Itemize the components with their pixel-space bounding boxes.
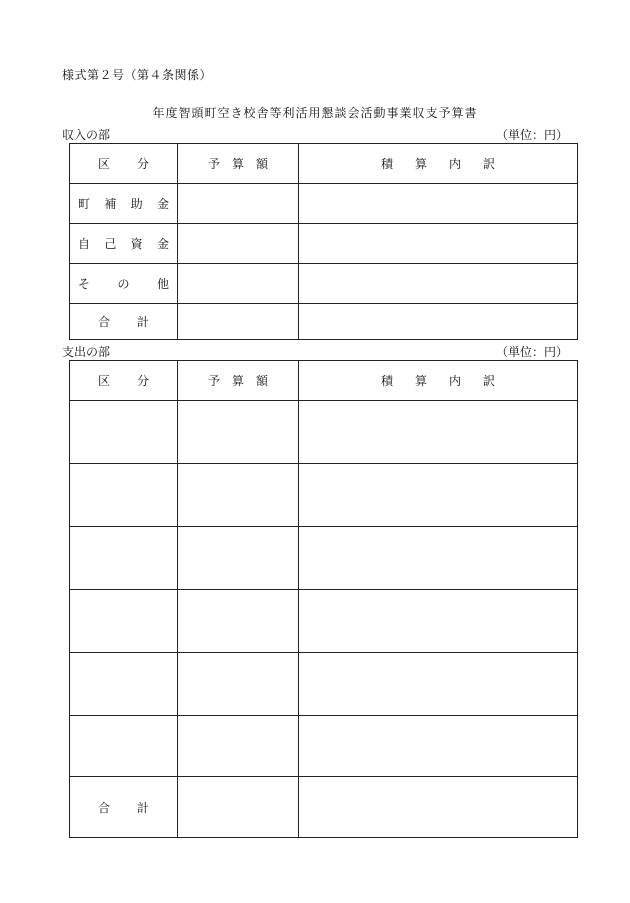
expense-category-cell[interactable] xyxy=(70,464,178,527)
income-category-cell xyxy=(70,184,178,224)
expense-header-row xyxy=(70,361,578,401)
expense-amount-cell[interactable] xyxy=(178,590,299,653)
expense-header-amount-text xyxy=(178,372,298,389)
expense-breakdown-cell[interactable] xyxy=(299,464,578,527)
label-char: 金 xyxy=(156,237,169,251)
income-breakdown-cell[interactable] xyxy=(299,224,578,264)
expense-row xyxy=(70,716,578,777)
income-category-text xyxy=(70,275,177,292)
expense-breakdown-cell[interactable] xyxy=(299,716,578,777)
expense-breakdown-cell[interactable] xyxy=(299,590,578,653)
expense-total-row xyxy=(70,777,578,838)
income-category-cell xyxy=(70,264,178,304)
income-amount-cell[interactable] xyxy=(178,184,299,224)
label-char: の xyxy=(117,277,130,291)
expense-amount-cell[interactable] xyxy=(178,653,299,716)
income-unit-label: （単位：円） xyxy=(495,128,568,142)
expense-breakdown-cell[interactable] xyxy=(299,401,578,464)
income-breakdown-cell[interactable] xyxy=(299,264,578,304)
income-header-breakdown-text xyxy=(299,155,577,172)
expense-category-cell[interactable] xyxy=(70,716,178,777)
label-char: 補 xyxy=(104,197,117,211)
expense-total-breakdown-cell[interactable] xyxy=(299,777,578,838)
income-total-amount-cell[interactable] xyxy=(178,304,299,340)
label-char: 内 xyxy=(449,374,462,388)
label-char: 合 xyxy=(98,315,111,329)
income-header-breakdown xyxy=(299,144,578,184)
expense-header-amount xyxy=(178,361,299,401)
income-category-text xyxy=(70,195,177,212)
expense-total-label-cell xyxy=(70,777,178,838)
income-section-label: 収入の部 xyxy=(62,128,111,142)
label-char: 予 xyxy=(207,374,220,388)
label-char: 他 xyxy=(156,277,169,291)
label-char: 予 xyxy=(207,157,220,171)
expense-amount-cell[interactable] xyxy=(178,716,299,777)
expense-breakdown-cell[interactable] xyxy=(299,527,578,590)
label-char: 分 xyxy=(136,374,149,388)
expense-amount-cell[interactable] xyxy=(178,464,299,527)
expense-row xyxy=(70,527,578,590)
expense-row xyxy=(70,464,578,527)
label-char: 区 xyxy=(98,374,111,388)
expense-header-category xyxy=(70,361,178,401)
income-amount-cell[interactable] xyxy=(178,264,299,304)
income-row-own-funds xyxy=(70,224,578,264)
label-char: 算 xyxy=(414,157,427,171)
label-char: 訳 xyxy=(483,374,496,388)
expense-category-cell[interactable] xyxy=(70,527,178,590)
income-table xyxy=(69,143,578,340)
expense-amount-cell[interactable] xyxy=(178,401,299,464)
label-char: 区 xyxy=(98,157,111,171)
label-char: そ xyxy=(78,277,91,291)
label-char: 算 xyxy=(231,157,244,171)
income-header-row xyxy=(70,144,578,184)
expense-category-cell[interactable] xyxy=(70,590,178,653)
label-char: 分 xyxy=(136,157,149,171)
expense-section-label: 支出の部 xyxy=(62,345,111,359)
expense-total-label xyxy=(70,799,177,816)
expense-header-category-text xyxy=(70,372,177,389)
label-char: 助 xyxy=(130,197,143,211)
label-char: 計 xyxy=(136,315,149,329)
income-total-label-cell xyxy=(70,304,178,340)
income-header-amount-text xyxy=(178,155,298,172)
label-char: 計 xyxy=(136,800,149,815)
expense-row xyxy=(70,653,578,716)
income-total-breakdown-cell[interactable] xyxy=(299,304,578,340)
label-char: 己 xyxy=(104,237,117,251)
label-char: 積 xyxy=(380,157,393,171)
label-char: 町 xyxy=(78,197,91,211)
income-header-amount xyxy=(178,144,299,184)
income-category-text xyxy=(70,235,177,252)
income-total-row xyxy=(70,304,578,340)
label-char: 訳 xyxy=(483,157,496,171)
label-char: 額 xyxy=(256,374,269,388)
label-char: 算 xyxy=(231,374,244,388)
income-row-other xyxy=(70,264,578,304)
expense-category-cell[interactable] xyxy=(70,653,178,716)
income-header-category xyxy=(70,144,178,184)
label-char: 算 xyxy=(414,374,427,388)
label-char: 内 xyxy=(449,157,462,171)
income-category-cell xyxy=(70,224,178,264)
expense-category-cell[interactable] xyxy=(70,401,178,464)
income-header-category-text xyxy=(70,155,177,172)
label-char: 額 xyxy=(256,157,269,171)
label-char: 資 xyxy=(130,237,143,251)
form-number: 様式第２号（第４条関係） xyxy=(62,68,213,82)
expense-unit-label: （単位：円） xyxy=(495,345,568,359)
expense-breakdown-cell[interactable] xyxy=(299,653,578,716)
income-row-subsidy xyxy=(70,184,578,224)
expense-header-breakdown xyxy=(299,361,578,401)
expense-row xyxy=(70,401,578,464)
expense-header-breakdown-text xyxy=(299,372,577,389)
income-total-label xyxy=(70,313,177,330)
label-char: 自 xyxy=(78,237,91,251)
expense-row xyxy=(70,590,578,653)
document-title: 年度智頭町空き校舎等利活用懇談会活動事業収支予算書 xyxy=(152,106,478,120)
expense-total-amount-cell[interactable] xyxy=(178,777,299,838)
label-char: 合 xyxy=(98,800,111,815)
expense-table xyxy=(69,360,578,838)
label-char: 積 xyxy=(380,374,393,388)
expense-amount-cell[interactable] xyxy=(178,527,299,590)
income-breakdown-cell[interactable] xyxy=(299,184,578,224)
label-char: 金 xyxy=(156,197,169,211)
income-amount-cell[interactable] xyxy=(178,224,299,264)
